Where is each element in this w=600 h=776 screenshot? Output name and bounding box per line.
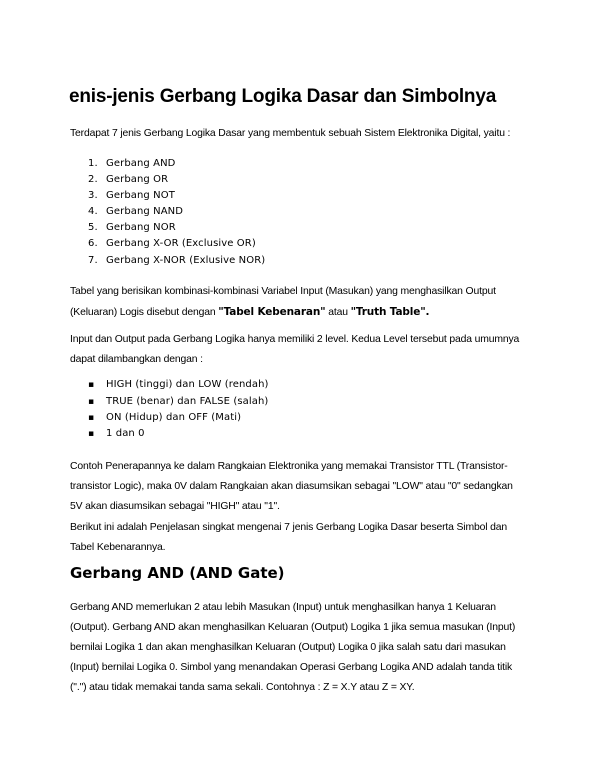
intro-paragraph: Terdapat 7 jenis Gerbang Logika Dasar yang membentuk sebuah Sistem Elektronika Digital, yaitu : [70,128,511,139]
truth-table-paragraph: Tabel yang berisikan kombinasi-kombinasi Variabel Input (Masukan) yang menghasilkan Output (Keluaran) Logis disebut dengan "Tabel Kebenaran" atau "Truth Table". [70,286,496,318]
next-paragraph: Berikut ini adalah Penjelasan singkat mengenai 7 jenis Gerbang Logika Dasar beserta Simbol dan Tabel Kebenarannya. [70,522,508,553]
list-item: ▪ HIGH (tinggi) dan LOW (rendah) [88,377,269,393]
list-item: 4. Gerbang NAND [88,206,184,217]
and-gate-paragraph: Gerbang AND memerlukan 2 atau lebih Masukan (Input) untuk menghasilkan hanya 1 Keluaran (Output). Gerbang AND akan menghasilkan Keluaran (Output) Logika 1 jika semua masukan (Input) bernilai Logika 1 dan akan menghasilkan Keluaran (Output) Logika 0 jika salah satu dari masukan (Input) bernilai Logika 0. Simbol yang menandakan Operasi Gerbang Logika AND adalah tanda titik (".") atau tidak memakai tanda sama sekali. Contohnya : Z = X.Y atau Z = XY. [70,602,516,693]
bullet-icon: ▪ [88,413,95,423]
section-heading-and-gate: Gerbang AND (AND Gate) [70,564,285,582]
bullet-icon: ▪ [88,380,95,390]
list-item: 6. Gerbang X-OR (Exclusive OR) [88,238,256,249]
list-item: ▪ TRUE (benar) dan FALSE (salah) [88,394,268,410]
list-item: ▪ ON (Hidup) dan OFF (Mati) [88,410,241,426]
list-item: 3. Gerbang NOT [88,190,175,201]
ttl-paragraph: Contoh Penerapannya ke dalam Rangkaian Elektronika yang memakai Transistor TTL (Transistor- transistor Logic), maka 0V dalam Rangkaian akan diasumsikan sebagai "LOW" atau "0" sedangkan 5V akan diasumsikan sebagai "HIGH" atau "1". [70,461,513,512]
term-truth-table: "Truth Table". [350,306,430,318]
page-title: enis-jenis Gerbang Logika Dasar dan Simbolnya [69,86,497,107]
list-item: ▪ 1 dan 0 [88,426,145,442]
bullet-icon: ▪ [88,429,95,439]
list-item: 7. Gerbang X-NOR (Exlusive NOR) [88,255,266,266]
list-item: 2. Gerbang OR [88,174,169,185]
list-item: 1. Gerbang AND [88,158,176,169]
term-tabel-kebenaran: "Tabel Kebenaran" [218,306,326,318]
list-item: 5. Gerbang NOR [88,222,176,233]
levels-paragraph: Input dan Output pada Gerbang Logika hanya memiliki 2 level. Kedua Level tersebut pada umumnya dapat dilambangkan dengan : [70,334,520,365]
bullet-icon: ▪ [88,397,95,407]
